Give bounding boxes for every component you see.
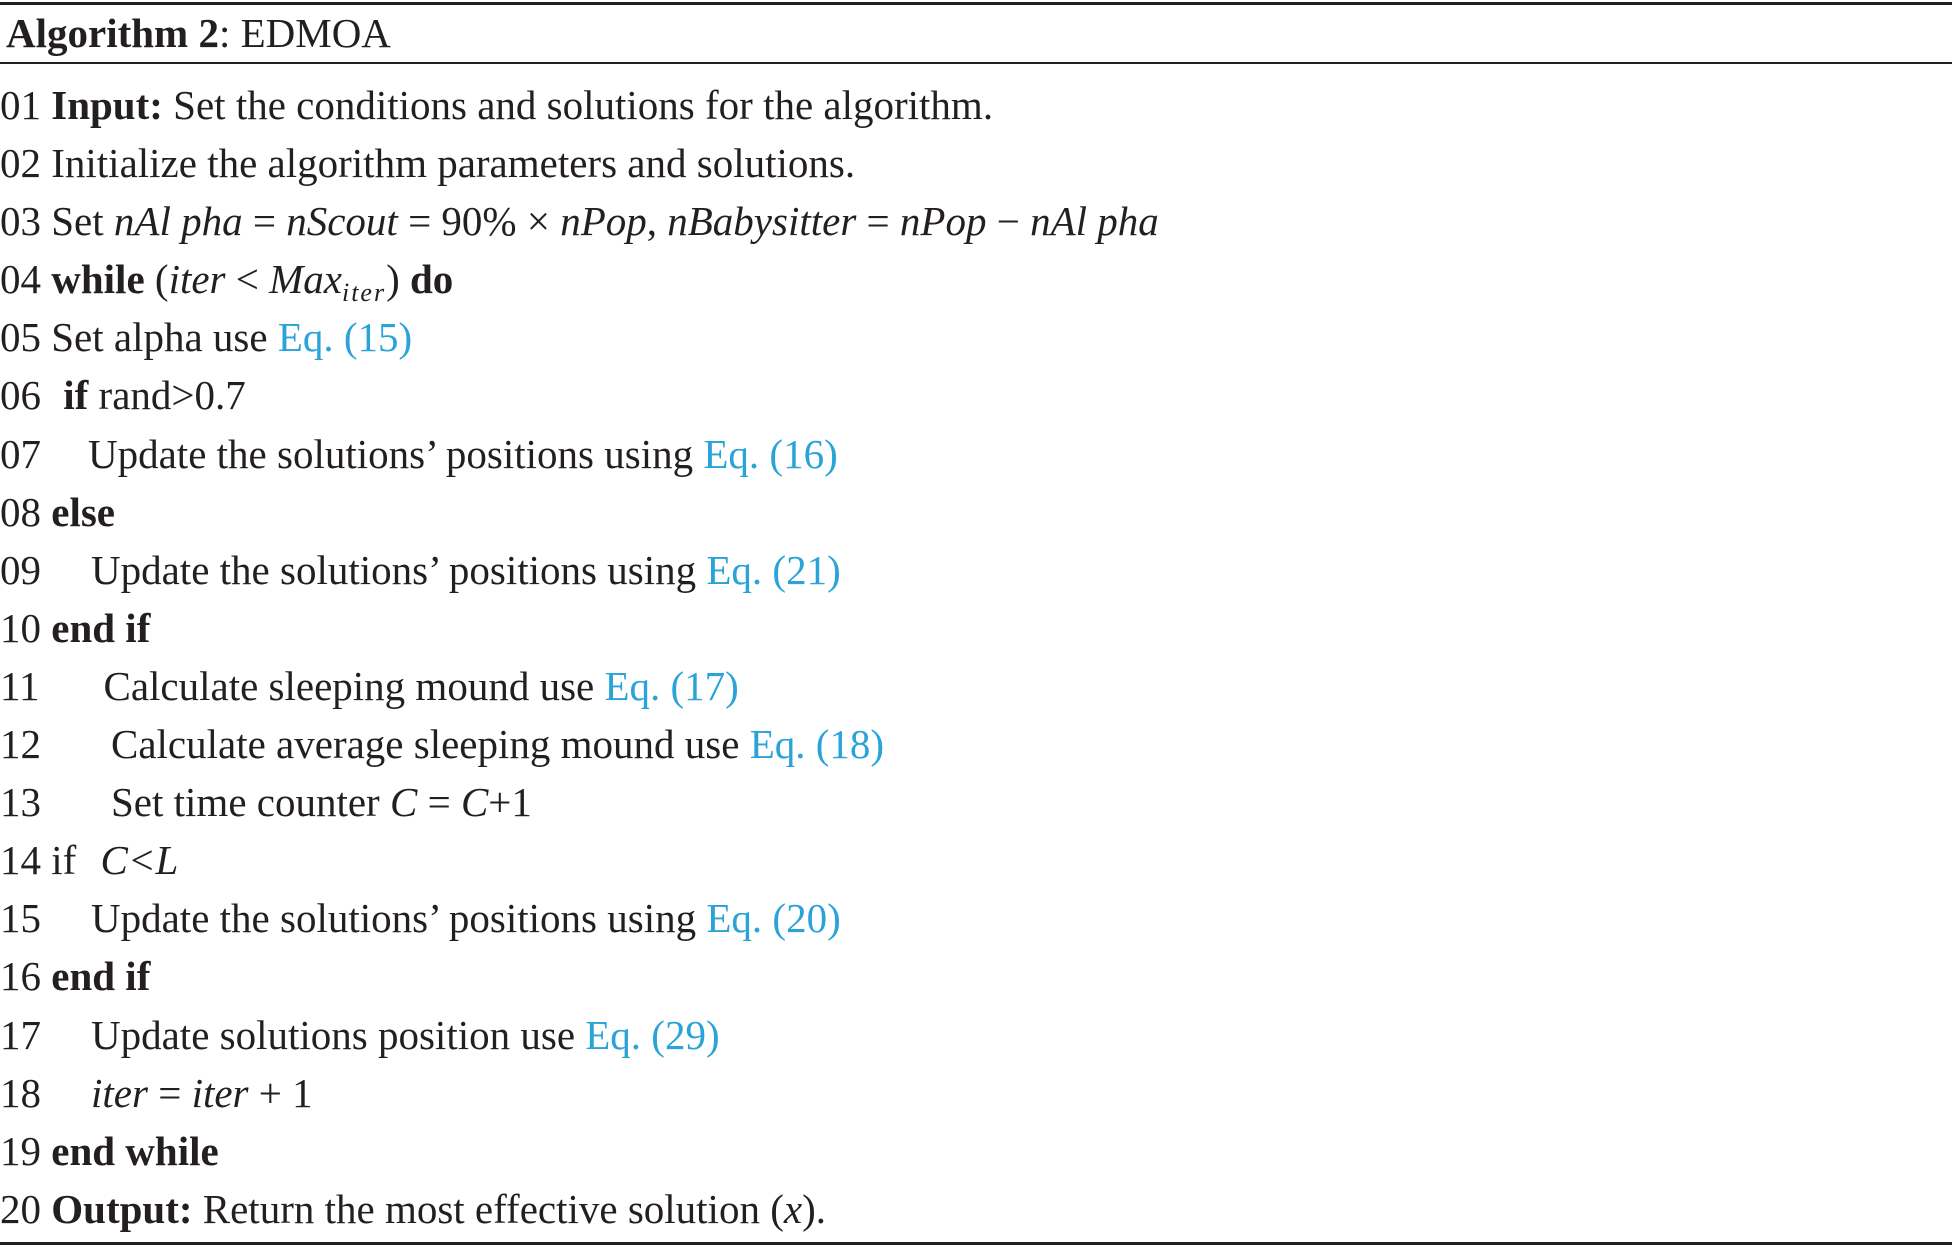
line-number: 07: [0, 430, 41, 477]
math-op: = 90% ×: [397, 198, 561, 245]
line-text: Set alpha use: [41, 314, 278, 361]
math-op: +1: [488, 779, 532, 826]
line-number: 17: [0, 1011, 41, 1058]
line-text: Calculate average sleeping mound use: [111, 721, 750, 768]
math-var: x: [783, 1185, 803, 1232]
line-number: 10: [0, 604, 41, 651]
algorithm-line-20: [0, 1180, 1159, 1238]
algorithm-label: Algorithm 2: [6, 10, 219, 56]
algorithm-line-08: [0, 483, 1159, 541]
line-number: 03: [0, 198, 41, 245]
math-var: nScout: [286, 198, 398, 245]
line-number: 05: [0, 314, 41, 361]
keyword: end if: [51, 953, 151, 1000]
algorithm-line-15: [0, 889, 1159, 947]
algorithm-line-14: [0, 831, 1159, 889]
line-text: Calculate sleeping mound use: [103, 662, 605, 709]
keyword: else: [51, 488, 115, 535]
line-number: 14: [0, 837, 41, 884]
keyword: if: [63, 372, 89, 419]
line-number: 15: [0, 895, 41, 942]
keyword: while: [51, 256, 145, 303]
line-number: 08: [0, 488, 41, 535]
algorithm-line-13: [0, 773, 1159, 831]
line-text: Set time counter: [111, 779, 390, 826]
math-op: (: [144, 256, 169, 303]
keyword: Output:: [51, 1185, 193, 1232]
keyword: end if: [51, 604, 151, 651]
algorithm-line-01: [0, 76, 1159, 134]
algorithm-line-03: [0, 192, 1159, 250]
line-number: 02: [0, 140, 41, 187]
caption-rule: [0, 62, 1952, 64]
algorithm-line-06: [0, 366, 1159, 424]
math-var: nPop: [899, 198, 987, 245]
math-var: nAl pha: [113, 198, 243, 245]
line-text: ).: [802, 1185, 826, 1232]
keyword: end while: [51, 1127, 219, 1174]
algorithm-line-05: [0, 308, 1159, 366]
algorithm-line-04: [0, 250, 1159, 308]
equation-link[interactable]: Eq. (17): [604, 662, 739, 709]
equation-link[interactable]: Eq. (29): [585, 1011, 720, 1058]
line-number: 06: [0, 372, 41, 419]
line-text: Update the solutions’ positions using: [88, 430, 704, 477]
line-text: Update the solutions’ positions using: [91, 895, 707, 942]
line-number: 09: [0, 546, 41, 593]
math-var: Max: [269, 256, 342, 303]
math-var: nPop: [560, 198, 647, 245]
algorithm-line-17: [0, 1006, 1159, 1064]
math-subscript: iter: [341, 278, 387, 308]
algorithm-line-02: [0, 134, 1159, 192]
algorithm-line-19: [0, 1122, 1159, 1180]
line-number: 04: [0, 256, 41, 303]
math-var: iter: [168, 256, 226, 303]
algorithm-body: [0, 76, 1159, 1238]
math-var: C: [389, 779, 418, 826]
line-text: Update the solutions’ positions using: [91, 546, 707, 593]
equation-link[interactable]: Eq. (15): [277, 314, 413, 361]
math-op: =: [242, 198, 287, 245]
line-number: 11: [0, 662, 40, 709]
line-text: Set: [41, 198, 114, 245]
algorithm-line-09: [0, 541, 1159, 599]
algorithm-line-16: [0, 947, 1159, 1005]
line-number: 16: [0, 953, 41, 1000]
math-op: =: [856, 198, 900, 245]
line-number: 19: [0, 1127, 41, 1174]
algorithm-caption: [6, 8, 391, 58]
line-number: 18: [0, 1069, 41, 1116]
line-text: Update solutions position use: [91, 1011, 586, 1058]
math-var: nAl pha: [1030, 198, 1159, 245]
equation-link[interactable]: Eq. (20): [706, 895, 841, 942]
math-op: =: [147, 1069, 192, 1116]
algorithm-title: : EDMOA: [218, 10, 391, 56]
equation-link[interactable]: Eq. (18): [749, 721, 885, 768]
math-var: nBabysitter: [667, 198, 857, 245]
line-text: Return the most effective solution (: [192, 1185, 784, 1232]
algorithm-line-12: [0, 715, 1159, 773]
line-text: if: [41, 837, 87, 884]
math-op: ,: [646, 198, 668, 245]
math-op: =: [417, 779, 461, 826]
math-op: ): [386, 256, 410, 303]
line-text: rand>0.7: [88, 372, 246, 419]
algorithm-line-07: [0, 425, 1159, 483]
line-text: Set the conditions and solutions for the algorithm.: [162, 82, 994, 128]
line-number: 13: [0, 779, 41, 826]
line-number: 12: [0, 721, 41, 768]
bottom-rule: [0, 1242, 1952, 1245]
equation-link[interactable]: Eq. (16): [703, 430, 838, 477]
math-var: iter: [191, 1069, 249, 1116]
algorithm-line-11: [0, 657, 1159, 715]
math-var: C<L: [100, 837, 179, 884]
algorithm-line-18: [0, 1064, 1159, 1122]
keyword: Input:: [51, 82, 163, 128]
line-text: Initialize the algorithm parameters and solutions.: [41, 140, 856, 187]
math-var: C: [460, 779, 489, 826]
algorithm-line-10: [0, 599, 1159, 657]
math-op: <: [225, 256, 270, 303]
line-number: 20: [0, 1185, 41, 1232]
top-rule: [0, 2, 1952, 5]
math-op: −: [986, 198, 1031, 245]
line-number: 01: [0, 82, 41, 128]
math-var: iter: [91, 1069, 148, 1116]
keyword: do: [410, 256, 454, 303]
math-op: + 1: [248, 1069, 313, 1116]
equation-link[interactable]: Eq. (21): [706, 546, 841, 593]
